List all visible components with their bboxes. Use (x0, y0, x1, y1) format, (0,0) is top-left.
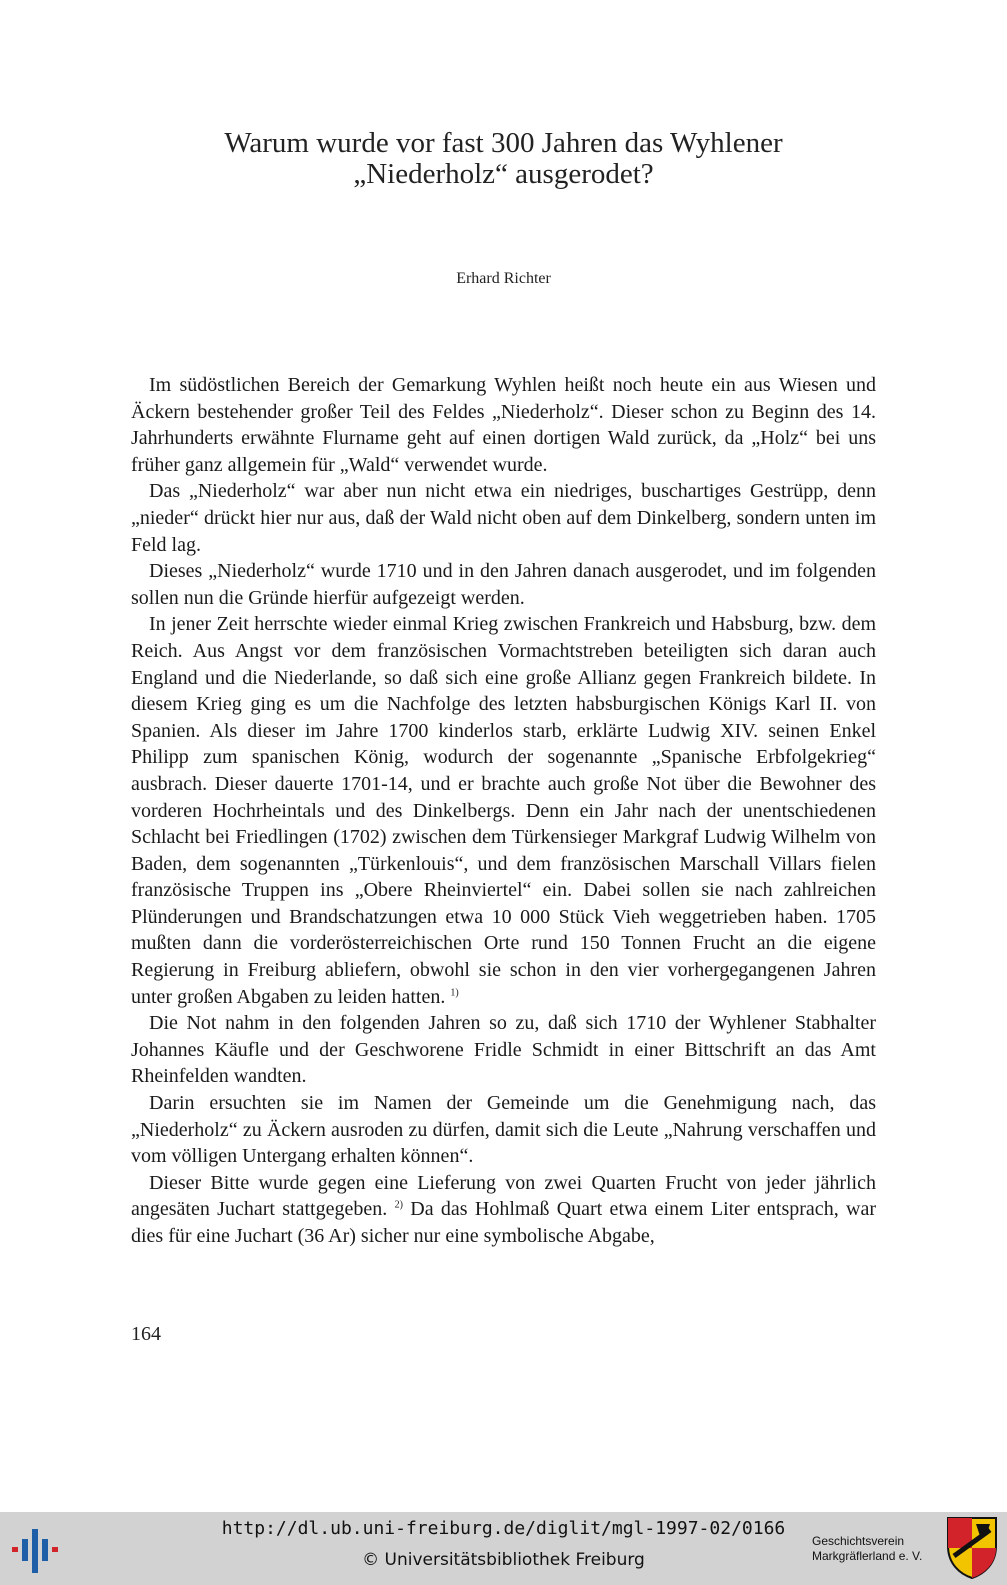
title-line-1: Warum wurde vor fast 300 Jahren das Wyhlener (224, 127, 783, 159)
paragraph-4: In jener Zeit herrschte wieder einmal Krieg zwischen Frankreich und Habsburg, bzw. dem Reich. Aus Angst vor dem französischen Vormachtstreben beteiligten sich daran auch England und die Niederlande, so daß sich eine große Allianz gegen Frankreich bildete. In diesem Krieg ging es um die Nachfolge des letzten habsburgischen Königs Karl II. von Spanien. Als dieser im Jahre 1700 kinderlos starb, erklärte Ludwig XIV. seinen Enkel Philipp zum spanischen König, wodurch der sogenannte „Spanische Erbfolgekrieg“ ausbrach. Dieser dauerte 1701-14, und er brachte auch große Not über die Bewohner des vorderen Hochrheintals und des Dinkelbergs. Denn ein Jahr nach der unentschiedenen Schlacht bei Friedlingen (1702) zwischen dem Türkensieger Markgraf Ludwig Wilhelm von Baden, dem sogenannten „Türkenlouis“, und dem französischen Marschall Villars fielen französische Truppen ins „Obere Rheinviertel“ ein. Dabei sollen sie nach zahlreichen Plünderungen und Brandschatzungen etwa 10 000 Stück Vieh weggetrieben haben. 1705 mußten dann die vorderösterreichischen Orte rund 150 Tonnen Frucht an die eigene Regierung in Freiburg abliefern, obwohl sie schon in den vier vorhergegangenen Jahren unter großen Abgaben zu leiden hatten. $^{1)}$ (131, 613, 876, 1008)
coat-of-arms-icon (946, 1516, 998, 1580)
digital-library-footer (0, 1512, 1007, 1585)
footnote-mark-1: 1) (450, 987, 459, 998)
author-name: Erhard Richter (456, 270, 551, 287)
society-line-2: Markgräflerland e. V. (812, 1549, 923, 1563)
copyright-notice: © Universitätsbibliothek Freiburg (362, 1550, 645, 1570)
paragraph-6: Darin ersuchten sie im Namen der Gemeinde um die Genehmigung nach, das „Niederholz“ zu Äckern ausroden zu dürfen, damit sich die Leute „Nahrung verschaffen und vom völligen Untergang erhalten können“. (131, 1092, 876, 1168)
paragraph-3: Dieses „Niederholz“ wurde 1710 und in den Jahren danach ausgerodet, und im folgenden sollen nun die Gründe hierfür aufgezeigt werden. (131, 560, 876, 609)
article-title (130, 128, 877, 190)
paragraph-2: Das „Niederholz“ war aber nun nicht etwa ein niedriges, buschartiges Gestrüpp, denn „nieder“ drückt hier nur aus, daß der Wald nicht oben auf dem Dinkelberg, sondern unten im Feld lag. (131, 480, 876, 556)
document-url-link[interactable]: http://dl.ub.uni-freiburg.de/diglit/mgl-1997-02/0166 (221, 1518, 786, 1539)
article-body (131, 372, 876, 1250)
society-name (812, 1534, 942, 1564)
page-number: 164 (131, 1323, 161, 1345)
title-line-2: „Niederholz“ ausgerodet? (353, 158, 654, 190)
paragraph-1: Im südöstlichen Bereich der Gemarkung Wyhlen heißt noch heute ein aus Wiesen und Äckern bestehender großer Teil des Feldes „Niederholz“. Dieser schon zu Beginn des 14. Jahrhunderts erwähnte Flurname geht auf einen dortigen Wald zurück, da „Holz“ bei uns früher ganz allgemein für „Wald“ verwendet wurde. (131, 374, 876, 476)
society-line-1: Geschichtsverein (812, 1534, 905, 1548)
paragraph-7: Dieser Bitte wurde gegen eine Lieferung von zwei Quarten Frucht von jeder jährlich angesäten Juchart stattgegeben. $^{2)}$ Da das Hohlmaß Quart etwa einem Liter entsprach, war dies für eine Juchart (36 Ar) sicher nur eine symbolische Abgabe, (131, 1171, 877, 1247)
footnote-mark-2: 2) (394, 1199, 403, 1211)
paragraph-5: Die Not nahm in den folgenden Jahren so zu, daß sich 1710 der Wyhlener Stabhalter Johannes Käufle und der Geschworene Fridle Schmidt in einer Bittschrift an das Amt Rheinfelden wandten. (131, 1012, 876, 1088)
